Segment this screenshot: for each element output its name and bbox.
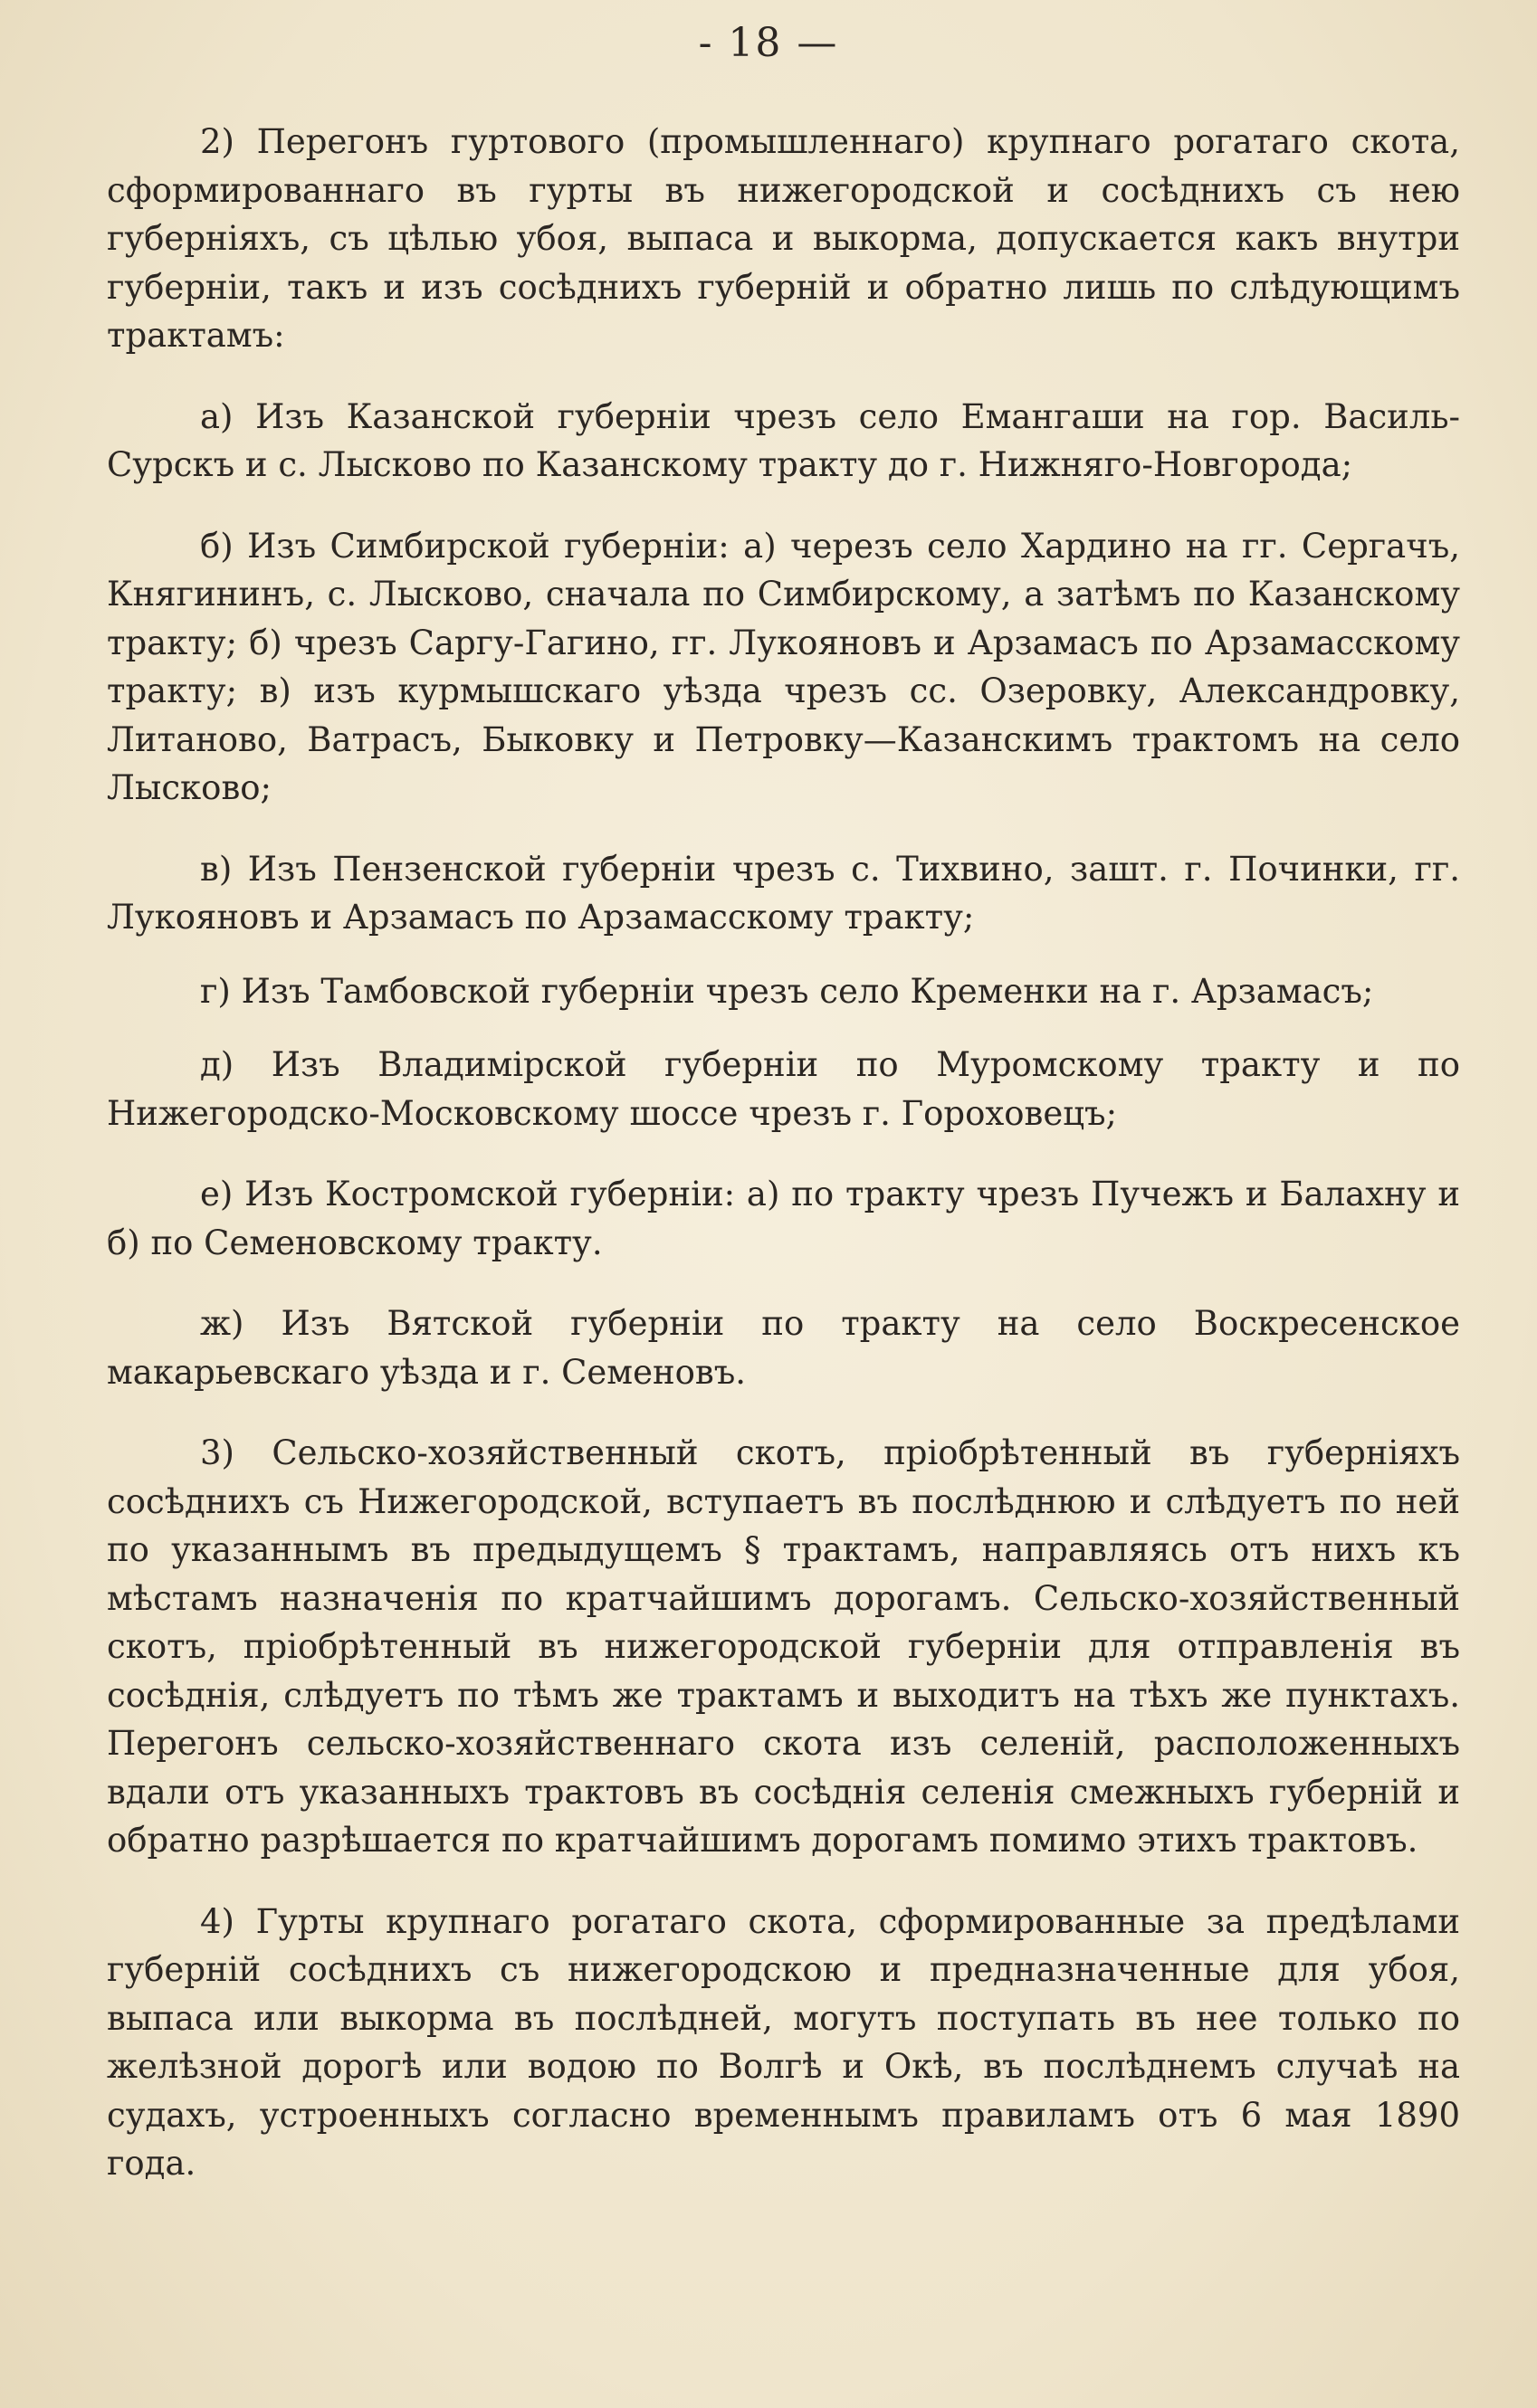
list-item-d-vladimir: д) Изъ Владимірской губерніи по Муромскому тракту и по Нижегородско-Московскому шоссе чрезъ г. Гороховецъ; (107, 1045, 1460, 1133)
list-item-v-penza: в) Изъ Пензенской губерніи чрезъ с. Тихвино, зашт. г. Починки, гг. Лукояновъ и Арзамасъ по Арзамасскому тракту; (107, 849, 1460, 937)
list-item-b-simbirsk: б) Изъ Симбирской губерніи: а) черезъ село Хардино на гг. Сергачъ, Княгининъ, с. Лысково, сначала по Симбирскому, а затѣмъ по Казанскому тракту; б) чрезъ Саргу-Гагино, гг. Лукояновъ и Арзамасъ по Арзамасскому тракту; в) изъ курмышскаго уѣзда чрезъ сс. Озеровку, Александровку, Литаново, Ватрасъ, Быковку и Петровку—Казанскимъ трактомъ на село Лысково; (107, 526, 1460, 807)
page-number: - 18 — (698, 20, 839, 66)
document-body (107, 118, 1460, 2188)
list-item-a-kazan: а) Изъ Казанской губерніи чрезъ село Емангаши на гор. Василь-Сурскъ и с. Лысково по Казанскому тракту до г. Нижняго-Новгорода; (107, 396, 1460, 484)
paragraph-2-cattle-drive: 2) Перегонъ гуртового (промышленнаго) крупнаго рогатаго скота, сформированнаго въ гурты въ нижегородской и сосѣднихъ съ нею губерніяхъ, съ цѣлью убоя, выпаса и выкорма, допускается какъ внутри губерніи, такъ и изъ сосѣднихъ губерній и обратно лишь по слѣдующимъ трактамъ: (107, 122, 1460, 355)
list-item-zh-vyatka: ж) Изъ Вятской губерніи по тракту на село Воскресенское макарьевскаго уѣзда и г. Семеновъ. (107, 1304, 1460, 1392)
list-item-e-kostroma: е) Изъ Костромской губерніи: а) по тракту чрезъ Пучежъ и Балахну и б) по Семеновскому тракту. (107, 1175, 1460, 1262)
paragraph-4-herds-transport: 4) Гурты крупнаго рогатаго скота, сформированные за предѣлами губерній сосѣднихъ съ нижегородскою и предназначенные для убоя, выпаса или выкорма въ послѣдней, могутъ поступать въ нее только по желѣзной дорогѣ или водою по Волгѣ и Окѣ, въ послѣднемъ случаѣ на судахъ, устроенныхъ согласно временнымъ правиламъ отъ 6 мая 1890 года. (107, 1901, 1460, 2183)
paragraph-3-agricultural-cattle: 3) Сельско-хозяйственный скотъ, пріобрѣтенный въ губерніяхъ сосѣднихъ съ Нижегородской, вступаетъ въ послѣднюю и слѣдуетъ по ней по указаннымъ въ предыдущемъ § трактамъ, направляясь отъ нихъ къ мѣстамъ назначенія по кратчайшимъ дорогамъ. Сельско-хозяйственный скотъ, пріобрѣтенный въ нижегородской губерніи для отправленія въ сосѣднія, слѣдуетъ по тѣмъ же трактамъ и выходитъ на тѣхъ же пунктахъ. Перегонъ сельско-хозяйственнаго скота изъ селеній, расположенныхъ вдали отъ указанныхъ трактовъ въ сосѣднія селенія смежныхъ губерній и обратно разрѣшается по кратчайшимъ дорогамъ помимо этихъ трактовъ. (107, 1433, 1460, 1860)
list-item-g-tambov: г) Изъ Тамбовской губерніи чрезъ село Кременки на г. Арзамасъ; (200, 971, 1374, 1011)
